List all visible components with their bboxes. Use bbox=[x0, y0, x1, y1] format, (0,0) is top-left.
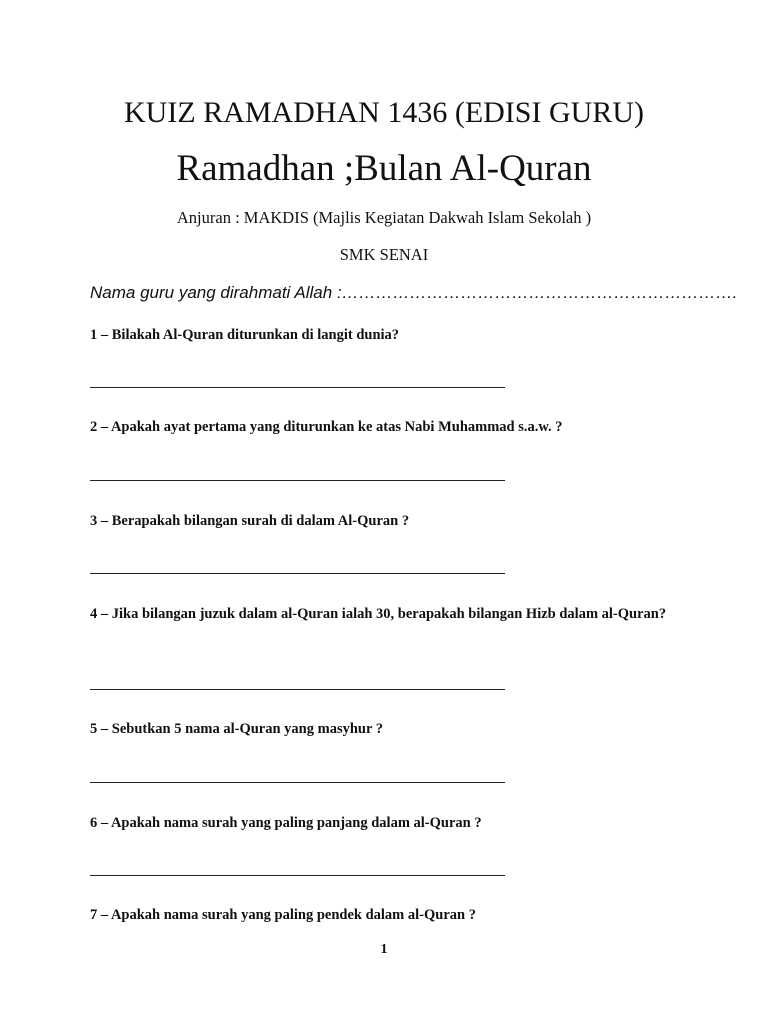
document-subtitle: Ramadhan ;Bulan Al-Quran bbox=[176, 148, 592, 189]
teacher-name-prompt: Nama guru yang dirahmati Allah :……………………………………………………………. bbox=[90, 283, 738, 302]
page-number: 1 bbox=[380, 942, 388, 957]
question-2: 2 – Apakah ayat pertama yang diturunkan ke atas Nabi Muhammad s.a.w. ? bbox=[90, 419, 563, 435]
answer-line-2 bbox=[90, 480, 505, 481]
school-name: SMK SENAI bbox=[339, 245, 429, 264]
question-4: 4 – Jika bilangan juzuk dalam al-Quran ialah 30, berapakah bilangan Hizb dalam al-Quran? bbox=[90, 606, 667, 622]
question-3: 3 – Berapakah bilangan surah di dalam Al-Quran ? bbox=[90, 513, 410, 529]
answer-line-3 bbox=[90, 573, 505, 574]
organizer-line: Anjuran : MAKDIS (Majlis Kegiatan Dakwah Islam Sekolah ) bbox=[176, 208, 592, 227]
answer-line-6 bbox=[90, 875, 505, 876]
question-7: 7 – Apakah nama surah yang paling pendek dalam al-Quran ? bbox=[90, 907, 476, 923]
question-1: 1 – Bilakah Al-Quran diturunkan di langit dunia? bbox=[90, 327, 400, 343]
question-6: 6 – Apakah nama surah yang paling panjang dalam al-Quran ? bbox=[90, 815, 482, 831]
document-title: KUIZ RAMADHAN 1436 (EDISI GURU) bbox=[124, 96, 644, 129]
question-5: 5 – Sebutkan 5 nama al-Quran yang masyhur ? bbox=[90, 721, 384, 737]
answer-line-1 bbox=[90, 387, 505, 388]
answer-line-4 bbox=[90, 689, 505, 690]
answer-line-5 bbox=[90, 782, 505, 783]
